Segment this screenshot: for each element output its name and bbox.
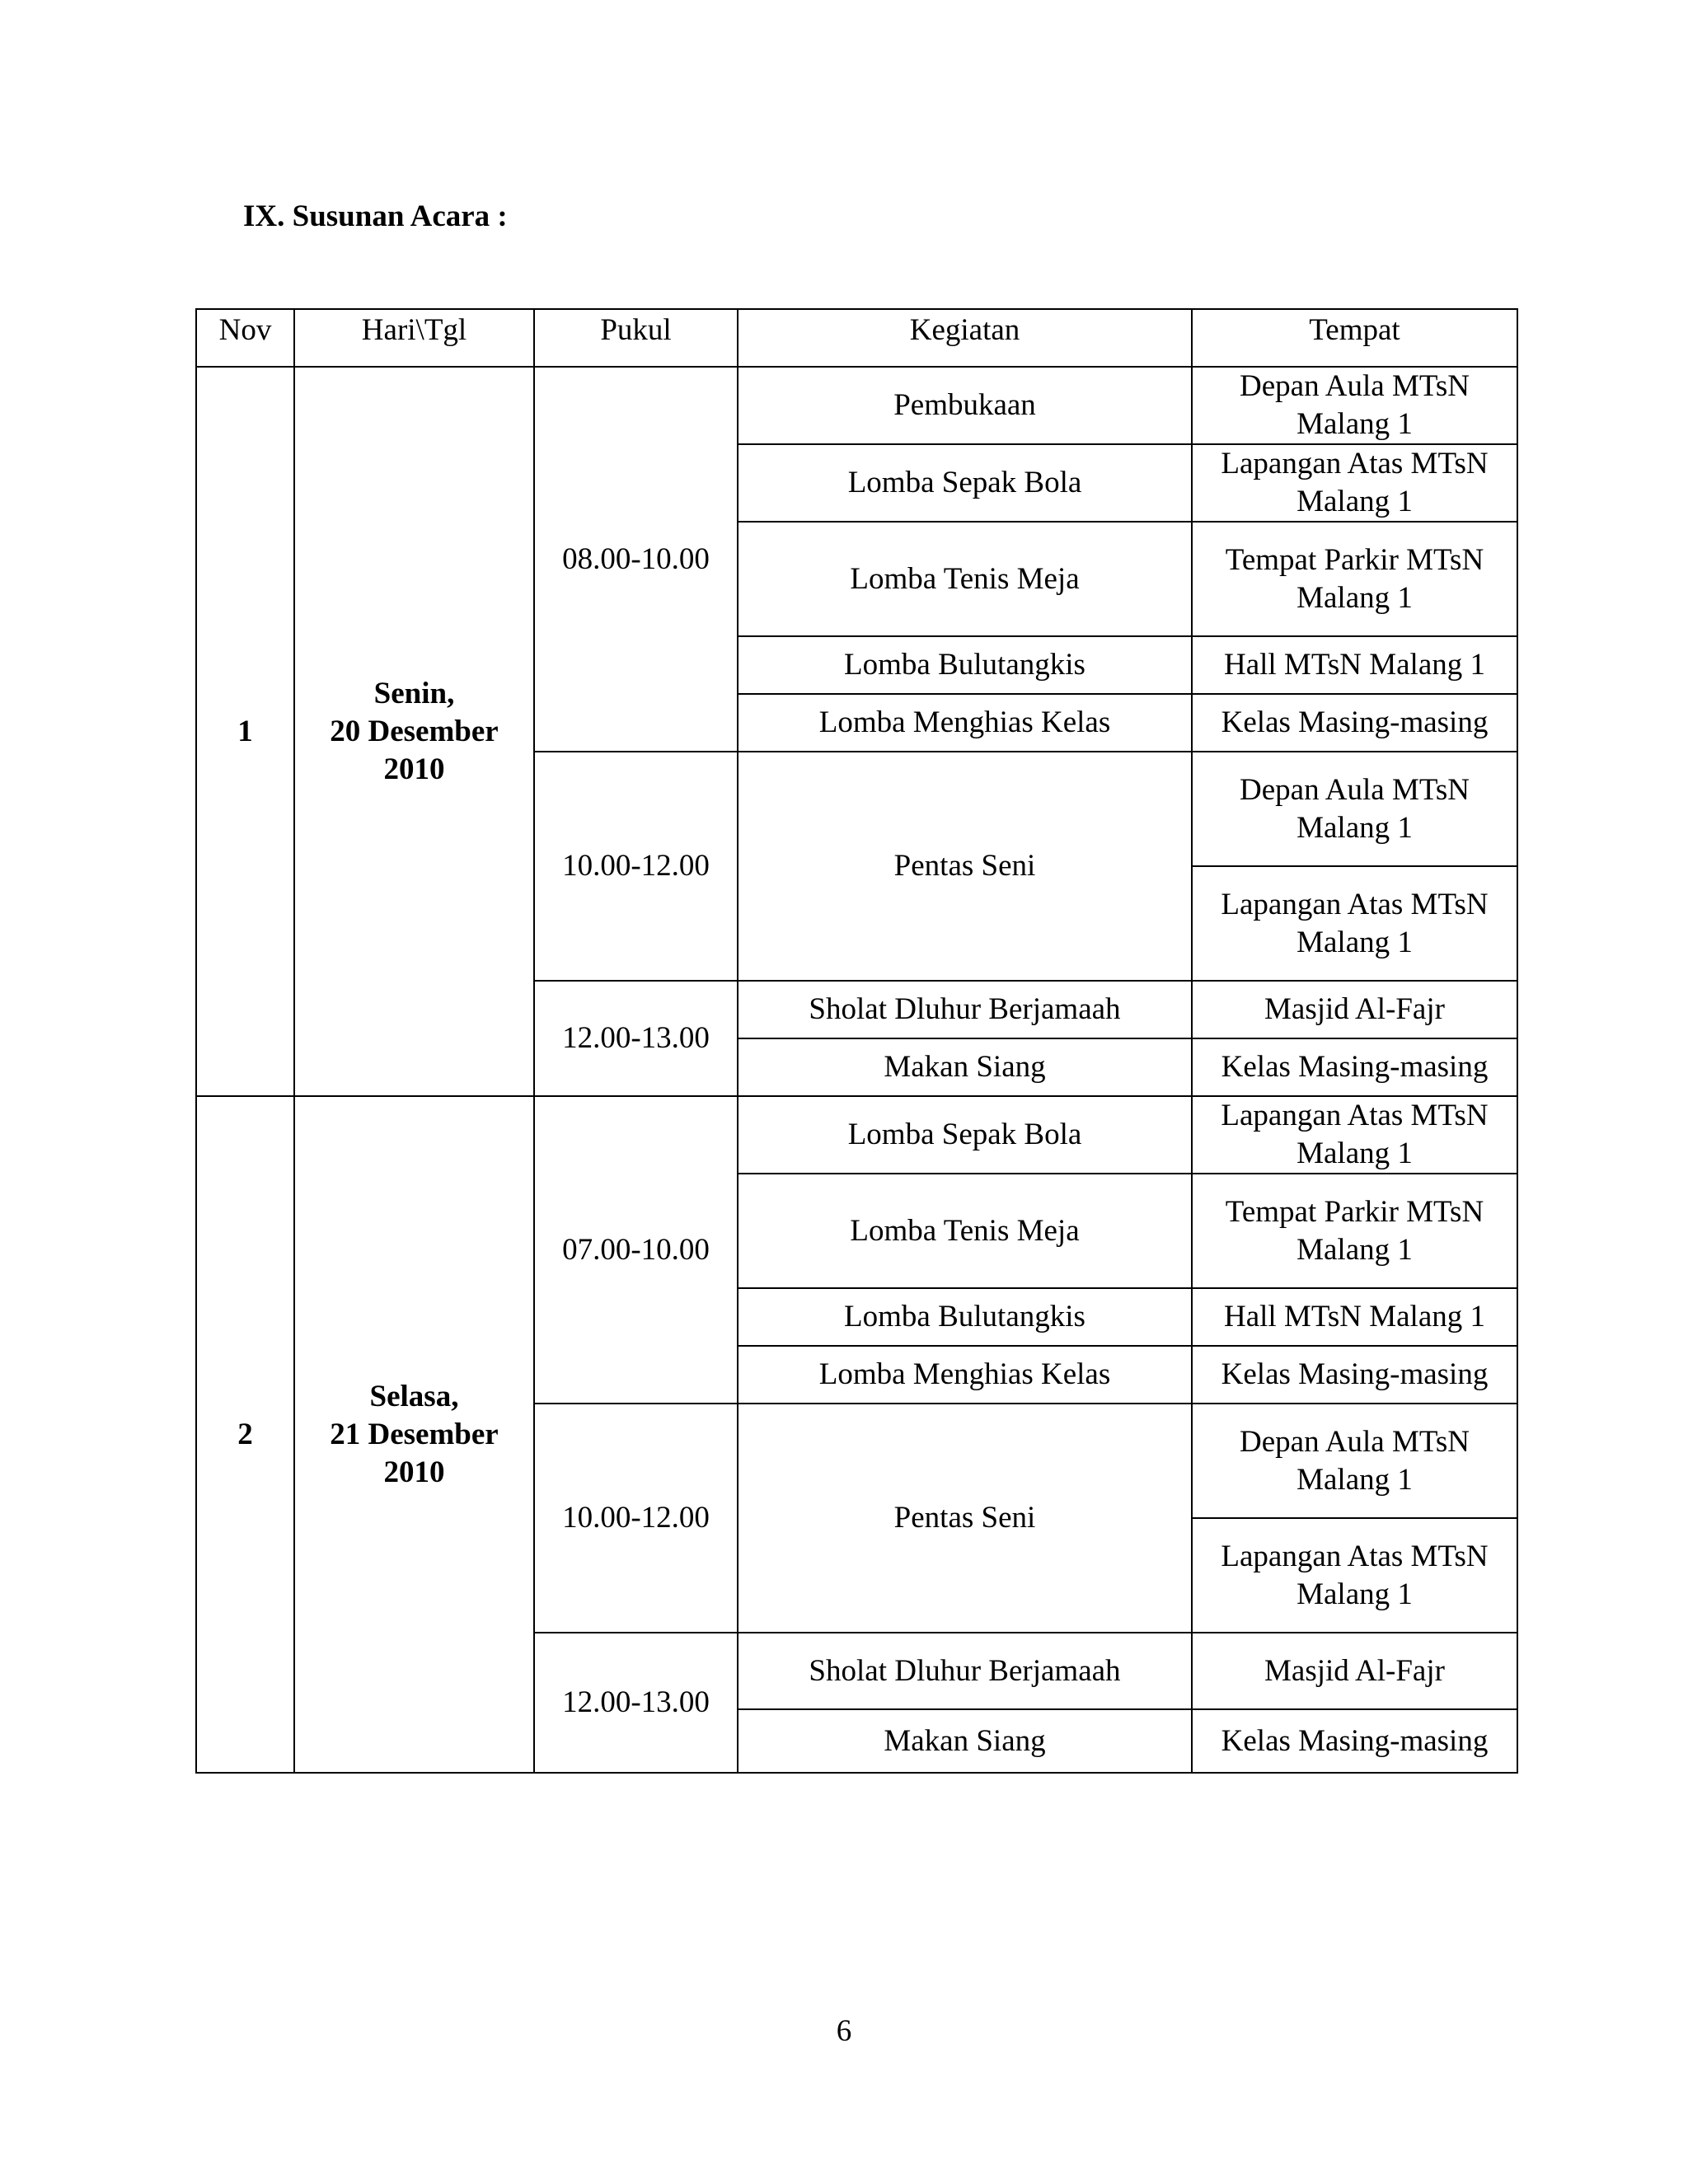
page-number: 6 xyxy=(836,2014,852,2048)
activity-cell: Lomba Bulutangkis xyxy=(738,636,1192,694)
activity-cell: Makan Siang xyxy=(738,1709,1192,1773)
venue-cell: Kelas Masing-masing xyxy=(1192,694,1517,752)
activity-cell: Lomba Menghias Kelas xyxy=(738,694,1192,752)
column-header-hari-tgl: Hari\Tgl xyxy=(294,309,534,367)
venue-cell: Depan Aula MTsN Malang 1 xyxy=(1192,752,1517,866)
activity-cell: Sholat Dluhur Berjamaah xyxy=(738,981,1192,1038)
column-header-kegiatan: Kegiatan xyxy=(738,309,1192,367)
activity-cell: Lomba Menghias Kelas xyxy=(738,1346,1192,1404)
venue-cell: Tempat Parkir MTsN Malang 1 xyxy=(1192,522,1517,636)
venue-cell: Masjid Al-Fajr xyxy=(1192,981,1517,1038)
activity-cell: Pembukaan xyxy=(738,367,1192,444)
day-number: 2 xyxy=(196,1096,294,1773)
time-slot: 12.00-13.00 xyxy=(534,1633,738,1773)
venue-cell: Lapangan Atas MTsN Malang 1 xyxy=(1192,1518,1517,1633)
venue-cell: Kelas Masing-masing xyxy=(1192,1709,1517,1773)
day-date: Senin, 20 Desember 2010 xyxy=(294,367,534,1096)
activity-cell: Lomba Sepak Bola xyxy=(738,1096,1192,1174)
activity-cell: Lomba Tenis Meja xyxy=(738,522,1192,636)
venue-cell: Lapangan Atas MTsN Malang 1 xyxy=(1192,1096,1517,1174)
activity-cell: Makan Siang xyxy=(738,1038,1192,1096)
column-header-pukul: Pukul xyxy=(534,309,738,367)
venue-cell: Hall MTsN Malang 1 xyxy=(1192,1288,1517,1346)
venue-cell: Lapangan Atas MTsN Malang 1 xyxy=(1192,444,1517,522)
venue-cell: Kelas Masing-masing xyxy=(1192,1038,1517,1096)
activity-cell: Pentas Seni xyxy=(738,1404,1192,1633)
section-heading: IX. Susunan Acara : xyxy=(243,199,508,233)
schedule-table xyxy=(195,308,1518,1774)
table-header-row xyxy=(196,309,1517,367)
venue-cell: Masjid Al-Fajr xyxy=(1192,1633,1517,1709)
venue-cell: Lapangan Atas MTsN Malang 1 xyxy=(1192,866,1517,981)
day-number: 1 xyxy=(196,367,294,1096)
day-date: Selasa, 21 Desember 2010 xyxy=(294,1096,534,1773)
venue-cell: Tempat Parkir MTsN Malang 1 xyxy=(1192,1174,1517,1288)
activity-cell: Lomba Bulutangkis xyxy=(738,1288,1192,1346)
venue-cell: Depan Aula MTsN Malang 1 xyxy=(1192,1404,1517,1518)
activity-cell: Pentas Seni xyxy=(738,752,1192,981)
time-slot: 07.00-10.00 xyxy=(534,1096,738,1404)
column-header-nov: Nov xyxy=(196,309,294,367)
column-header-tempat: Tempat xyxy=(1192,309,1517,367)
time-slot: 08.00-10.00 xyxy=(534,367,738,752)
time-slot: 10.00-12.00 xyxy=(534,752,738,981)
table-row xyxy=(196,367,1517,444)
time-slot: 12.00-13.00 xyxy=(534,981,738,1096)
time-slot: 10.00-12.00 xyxy=(534,1404,738,1633)
activity-cell: Sholat Dluhur Berjamaah xyxy=(738,1633,1192,1709)
venue-cell: Kelas Masing-masing xyxy=(1192,1346,1517,1404)
venue-cell: Hall MTsN Malang 1 xyxy=(1192,636,1517,694)
activity-cell: Lomba Sepak Bola xyxy=(738,444,1192,522)
table-row xyxy=(196,1096,1517,1174)
venue-cell: Depan Aula MTsN Malang 1 xyxy=(1192,367,1517,444)
activity-cell: Lomba Tenis Meja xyxy=(738,1174,1192,1288)
